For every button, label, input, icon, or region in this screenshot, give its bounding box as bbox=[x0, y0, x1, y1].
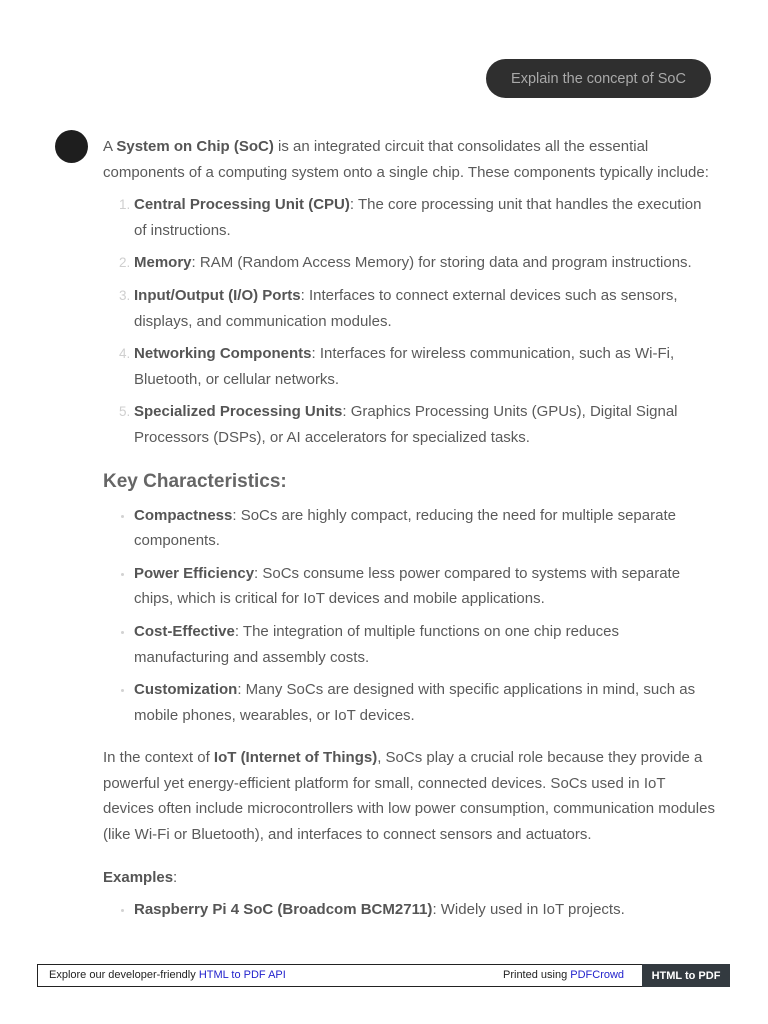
examples-heading: Examples: bbox=[103, 868, 178, 886]
examples-list bbox=[103, 897, 715, 923]
user-message-bubble bbox=[486, 59, 711, 98]
characteristics-list bbox=[103, 503, 715, 729]
list-item: 2. Memory: RAM (Random Access Memory) for storing data and program instructions. bbox=[134, 250, 715, 276]
list-item: • Customization: Many SoCs are designed with specific applications in mind, such as mobile phones, wearables, or IoT devices. bbox=[134, 677, 715, 728]
list-item: • Compactness: SoCs are highly compact, reducing the need for multiple separate components. bbox=[134, 503, 715, 554]
assistant-response bbox=[103, 134, 715, 930]
intro-term: System on Chip (SoC) bbox=[116, 138, 274, 155]
list-item: 4. Networking Components: Interfaces for wireless communication, such as Wi-Fi, Bluetooth, or cellular networks. bbox=[134, 341, 715, 392]
components-list bbox=[103, 192, 715, 450]
iot-paragraph: In the context of IoT (Internet of Things), SoCs play a crucial role because they provide a powerful yet energy-efficient platform for small, connected devices. SoCs used in IoT devices often include microcontrollers with low power consumption, communication modules (like Wi-Fi or Bluetooth), and interfaces to connect sensors and actuators. bbox=[103, 749, 715, 844]
list-item: 3. Input/Output (I/O) Ports: Interfaces to connect external devices such as sensors, displays, and communication modules. bbox=[134, 283, 715, 334]
key-characteristics-heading: Key Characteristics: bbox=[103, 470, 287, 492]
list-item: • Cost-Effective: The integration of multiple functions on one chip reduces manufacturing and assembly costs. bbox=[134, 619, 715, 670]
footer-printed: Printed using PDFCrowd bbox=[503, 969, 625, 981]
html-to-pdf-api-link[interactable]: HTML to PDF API bbox=[198, 969, 286, 981]
list-item: 5. Specialized Processing Units: Graphics Processing Units (GPUs), Digital Signal Processors (DSPs), or AI accelerators for specialized tasks. bbox=[134, 399, 715, 450]
list-item: • Power Efficiency: SoCs consume less power compared to systems with separate chips, which is critical for IoT devices and mobile applications. bbox=[134, 561, 715, 612]
html-to-pdf-button[interactable]: HTML to PDF bbox=[642, 964, 730, 987]
footer-explore: Explore our developer-friendly HTML to PDF API bbox=[49, 969, 286, 981]
assistant-avatar-icon bbox=[55, 130, 88, 163]
list-item: • Raspberry Pi 4 SoC (Broadcom BCM2711): Widely used in IoT projects. bbox=[134, 897, 715, 923]
pdfcrowd-footer bbox=[37, 964, 730, 987]
list-item: 1. Central Processing Unit (CPU): The core processing unit that handles the execution of instructions. bbox=[134, 192, 715, 243]
pdfcrowd-link[interactable]: PDFCrowd bbox=[570, 969, 625, 981]
user-message-text: Explain the concept of SoC bbox=[511, 70, 686, 87]
intro-paragraph: A System on Chip (SoC) is an integrated circuit that consolidates all the essential components of a computing system onto a single chip. These components typically include: bbox=[103, 138, 709, 181]
